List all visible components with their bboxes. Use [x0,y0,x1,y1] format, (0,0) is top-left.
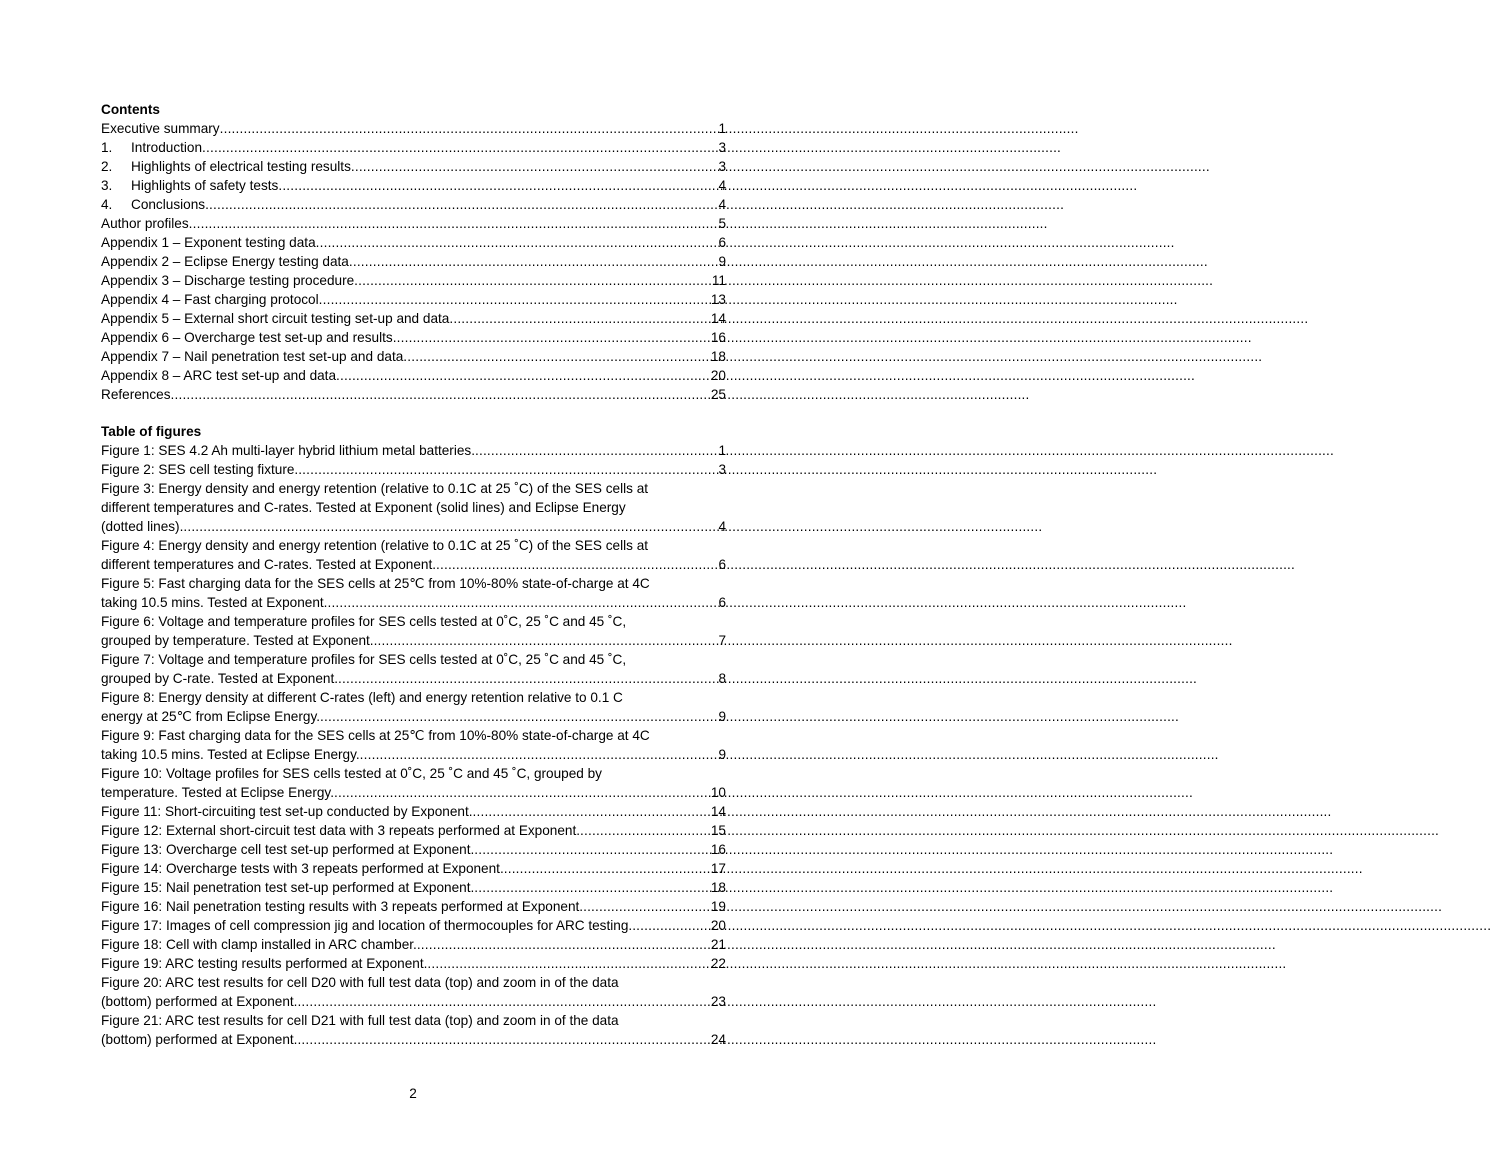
figure-entry-row [101,916,726,935]
figure-entry-line [101,479,726,498]
figure-entry-page: 6 [718,595,726,610]
toc-entry-page: 14 [710,311,726,326]
figure-entry[interactable] [101,612,726,650]
figure-entry[interactable] [101,802,726,821]
toc-entry[interactable] [101,195,726,214]
toc-leader-dots [338,669,718,688]
figure-entry-title: Figure 13: Overcharge cell test set-up performed at Exponent. [101,842,475,857]
figure-entry-page: 7 [718,633,726,648]
toc-leader-dots [351,157,719,176]
figure-entry-page: 19 [710,899,726,914]
figure-entry-line [101,1011,726,1030]
figure-entry-page: 20 [710,918,726,933]
figure-entry-text: Figure 8: Energy density at different C-rates (left) and energy retention relative to 0.1 C [101,690,623,705]
toc-entry-row [101,233,726,252]
figure-entry-title: (bottom) performed at Exponent. [101,994,298,1009]
figure-entry-row [101,859,726,878]
toc-leader-dots [205,195,718,214]
toc-leader-dots [632,916,711,935]
figure-entry-page: 6 [718,557,726,572]
figure-entry-title: grouped by C-rate. Tested at Exponent. [101,671,339,686]
toc-entry-page: 4 [718,178,726,193]
toc-entry[interactable] [101,271,726,290]
toc-entry-row [101,138,726,157]
toc-entry[interactable] [101,157,726,176]
toc-entry-number: 4. [101,197,113,212]
figure-entry-row [101,669,726,688]
figure-entry[interactable] [101,536,726,574]
toc-leader-dots [171,385,711,404]
figure-entry-text: Figure 5: Fast charging data for the SES cells at 25℃ from 10%-80% state-of-charge at 4C [101,576,650,591]
toc-entry-row [101,366,726,385]
toc-entry-title: Appendix 4 – Fast charging protocol [101,292,319,307]
contents-list [101,119,726,404]
figure-entry-title: Figure 16: Nail penetration testing results with 3 repeats performed at Exponent. [101,899,584,914]
figure-entry-row [101,593,726,612]
figure-entry-title: different temperatures and C-rates. Tested at Exponent. [101,557,437,572]
figure-entry-page: 18 [710,880,726,895]
figure-entry[interactable] [101,954,726,973]
figure-entry-text: Figure 9: Fast charging data for the SES cells at 25℃ from 10%-80% state-of-charge at 4C [101,728,650,743]
figure-entry-line [101,726,726,745]
figure-entry-page: 15 [710,823,726,838]
toc-leader-dots [349,252,719,271]
figure-entry[interactable] [101,935,726,954]
toc-entry-row [101,385,726,404]
figure-entry[interactable] [101,973,726,1011]
figure-entry-title: Figure 12: External short-circuit test data with 3 repeats performed at Exponent. [101,823,581,838]
toc-leader-dots [393,328,711,347]
toc-leader-dots [327,593,718,612]
figure-entry-text: Figure 7: Voltage and temperature profiles for SES cells tested at 0˚C, 25 ˚C and 45 ˚C, [101,652,627,667]
figure-entry-text: Figure 20: ARC test results for cell D20 with full test data (top) and zoom in of the data [101,975,619,990]
toc-entry[interactable] [101,176,726,195]
figure-entry[interactable] [101,574,726,612]
figure-entry-row [101,555,726,574]
figure-entry-page: 8 [718,671,726,686]
toc-entry-row [101,271,726,290]
figure-entry-page: 9 [718,747,726,762]
toc-leader-dots [319,290,711,309]
figure-entry-line [101,973,726,992]
toc-entry-row [101,119,726,138]
figure-entry[interactable] [101,650,726,688]
toc-entry-title: Highlights of safety tests [131,178,279,193]
figure-entry-title: Figure 19: ARC testing results performed at Exponent. [101,956,428,971]
figure-entry[interactable] [101,764,726,802]
toc-leader-dots [220,119,719,138]
toc-entry-title: Appendix 5 – External short circuit testing set-up and data [101,311,450,326]
figure-entry-page: 21 [710,937,726,952]
figure-entry[interactable] [101,878,726,897]
toc-entry[interactable] [101,347,726,366]
toc-leader-dots [297,1030,710,1049]
figure-entry-title: (bottom) performed at Exponent. [101,1032,298,1047]
figure-entry-title: Figure 17: Images of cell compression jig and location of thermocouples for ARC testing. [101,918,633,933]
toc-leader-dots [473,802,711,821]
toc-entry-title: Appendix 6 – Overcharge test set-up and results [101,330,393,345]
contents-section [101,100,726,404]
toc-leader-dots [427,954,710,973]
toc-entry-row [101,252,726,271]
figure-entry-page: 14 [710,804,726,819]
figure-entry-line [101,612,726,631]
toc-entry[interactable] [101,138,726,157]
toc-leader-dots [436,555,718,574]
figure-entry[interactable] [101,688,726,726]
toc-leader-dots [504,859,711,878]
toc-leader-dots [336,366,711,385]
toc-entry-row [101,214,726,233]
figure-entry-page: 4 [718,519,726,534]
toc-entry-number: 2. [101,159,113,174]
figure-entry-row [101,954,726,973]
toc-entry-title: Appendix 2 – Eclipse Energy testing data [101,254,349,269]
figure-entry-title: taking 10.5 mins. Tested at Exponent. [101,595,328,610]
toc-entry[interactable] [101,309,726,328]
figure-entry-line [101,498,726,517]
figure-entry-page: 22 [710,956,726,971]
toc-leader-dots [298,460,718,479]
toc-entry-title: Highlights of electrical testing results [131,159,351,174]
figure-entry-row [101,935,726,954]
figure-entry-line [101,764,726,783]
figure-entry-title: temperature. Tested at Eclipse Energy. [101,785,334,800]
figure-entry-row [101,745,726,764]
toc-entry-page: 6 [718,235,726,250]
figure-entry-title: grouped by temperature. Tested at Exponent. [101,633,374,648]
figure-entry-row [101,1030,726,1049]
figure-entry-text: Figure 3: Energy density and energy retention (relative to 0.1C at 25 ˚C) of the SES cells at [101,481,649,496]
figure-entry-text: Figure 4: Energy density and energy retention (relative to 0.1C at 25 ˚C) of the SES cells at [101,538,649,553]
figure-entry-page: 3 [718,462,726,477]
contents-heading: Contents [101,102,160,117]
toc-entry[interactable] [101,366,726,385]
toc-entry-page: 16 [710,330,726,345]
toc-leader-dots [417,935,711,954]
toc-entry-row [101,328,726,347]
toc-leader-dots [449,309,711,328]
figures-heading: Table of figures [101,424,202,439]
figure-entry-title: energy at 25℃ from Eclipse Energy. [101,709,321,724]
toc-entry-page: 20 [710,368,726,383]
toc-leader-dots [583,897,711,916]
toc-entry-page: 1 [718,121,726,136]
toc-entry-title: Appendix 7 – Nail penetration test set-up and data [101,349,404,364]
toc-leader-dots [183,517,718,536]
toc-leader-dots [354,271,712,290]
toc-entry-row [101,309,726,328]
toc-entry[interactable] [101,290,726,309]
figure-entry-title: Figure 2: SES cell testing fixture. [101,462,299,477]
figure-entry-page: 16 [710,842,726,857]
toc-entry-page: 18 [710,349,726,364]
toc-entry-page: 4 [718,197,726,212]
page-number: 2 [409,1086,417,1101]
figure-entry-row [101,517,726,536]
figure-entry-text: different temperatures and C-rates. Tested at Exponent (solid lines) and Eclipse Energy [101,500,626,515]
toc-leader-dots [297,992,710,1011]
toc-leader-dots [474,840,711,859]
toc-entry-page: 25 [710,387,726,402]
toc-leader-dots [316,233,719,252]
figure-entry-line [101,574,726,593]
toc-entry-title: Author profiles [101,216,189,231]
toc-entry[interactable] [101,119,726,138]
toc-entry-title: Appendix 3 – Discharge testing procedure [101,273,355,288]
figure-entry-line [101,688,726,707]
toc-entry-page: 5 [718,216,726,231]
toc-entry[interactable] [101,233,726,252]
toc-leader-dots [334,783,711,802]
toc-leader-dots [320,707,718,726]
toc-entry-page: 11 [711,273,726,288]
figure-entry-title: (dotted lines). [101,519,184,534]
toc-leader-dots [202,138,718,157]
toc-entry-number: 3. [101,178,113,193]
toc-entry-page: 3 [718,140,726,155]
figure-entry-row [101,992,726,1011]
figure-entry[interactable] [101,840,726,859]
figure-entry-line [101,650,726,669]
toc-entry[interactable] [101,328,726,347]
figures-section [101,422,726,1049]
toc-entry-title: Appendix 1 – Exponent testing data [101,235,316,250]
figure-entry-row [101,460,726,479]
toc-entry-title: Appendix 8 – ARC test set-up and data [101,368,337,383]
figure-entry-page: 9 [718,709,726,724]
figure-entry-row [101,707,726,726]
figure-entry-title: Figure 14: Overcharge tests with 3 repeats performed at Exponent. [101,861,504,876]
toc-leader-dots [403,347,711,366]
figure-entry-row [101,840,726,859]
figure-entry-row [101,821,726,840]
figure-entry[interactable] [101,916,726,935]
figure-entry[interactable] [101,821,726,840]
toc-entry-page: 13 [710,292,726,307]
toc-entry-page: 9 [718,254,726,269]
figures-list [101,441,726,1049]
figure-entry-title: Figure 11: Short-circuiting test set-up conducted by Exponent. [101,804,473,819]
figure-entry-page: 10 [710,785,726,800]
toc-leader-dots [475,441,718,460]
figure-entry-title: Figure 15: Nail penetration test set-up performed at Exponent. [101,880,475,895]
toc-entry-row [101,290,726,309]
toc-entry[interactable] [101,385,726,404]
figure-entry-title: Figure 18: Cell with clamp installed in ARC chamber. [101,937,417,952]
figure-entry[interactable] [101,726,726,764]
figure-entry-row [101,897,726,916]
figure-entry[interactable] [101,1011,726,1049]
figure-entry-row [101,783,726,802]
figure-entry-title: Figure 1: SES 4.2 Ah multi-layer hybrid lithium metal batteries. [101,443,475,458]
figure-entry-text: Figure 21: ARC test results for cell D21 with full test data (top) and zoom in of the data [101,1013,619,1028]
figure-entry-row [101,441,726,460]
toc-entry-row [101,347,726,366]
figure-entry-line [101,536,726,555]
figure-entry-row [101,878,726,897]
figure-entry[interactable] [101,859,726,878]
figure-entry-page: 24 [710,1032,726,1047]
toc-entry-row [101,157,726,176]
figure-entry[interactable] [101,441,726,460]
toc-leader-dots [278,176,718,195]
toc-entry-row [101,195,726,214]
toc-entry-title: Introduction [131,140,203,155]
figure-entry[interactable] [101,460,726,479]
figure-entry-title: taking 10.5 mins. Tested at Eclipse Energy. [101,747,360,762]
figure-entry-page: 1 [718,443,726,458]
toc-entry-title: Executive summary [101,121,220,136]
toc-entry-number: 1. [101,140,113,155]
toc-leader-dots [374,631,719,650]
figure-entry[interactable] [101,479,726,536]
toc-entry[interactable] [101,214,726,233]
toc-leader-dots [189,214,719,233]
toc-entry-row [101,176,726,195]
figure-entry-page: 17 [710,861,726,876]
toc-entry-title: Conclusions [131,197,206,212]
figure-entry-text: Figure 6: Voltage and temperature profiles for SES cells tested at 0˚C, 25 ˚C and 45 ˚C, [101,614,627,629]
figure-entry[interactable] [101,897,726,916]
toc-entry-page: 3 [718,159,726,174]
toc-entry[interactable] [101,252,726,271]
toc-leader-dots [474,878,711,897]
figure-entry-row [101,631,726,650]
figure-entry-page: 23 [710,994,726,1009]
toc-entry-title: References [101,387,171,402]
figure-entry-text: Figure 10: Voltage profiles for SES cells tested at 0˚C, 25 ˚C and 45 ˚C, grouped by [101,766,602,781]
figure-entry-row [101,802,726,821]
toc-leader-dots [580,821,711,840]
toc-leader-dots [360,745,719,764]
